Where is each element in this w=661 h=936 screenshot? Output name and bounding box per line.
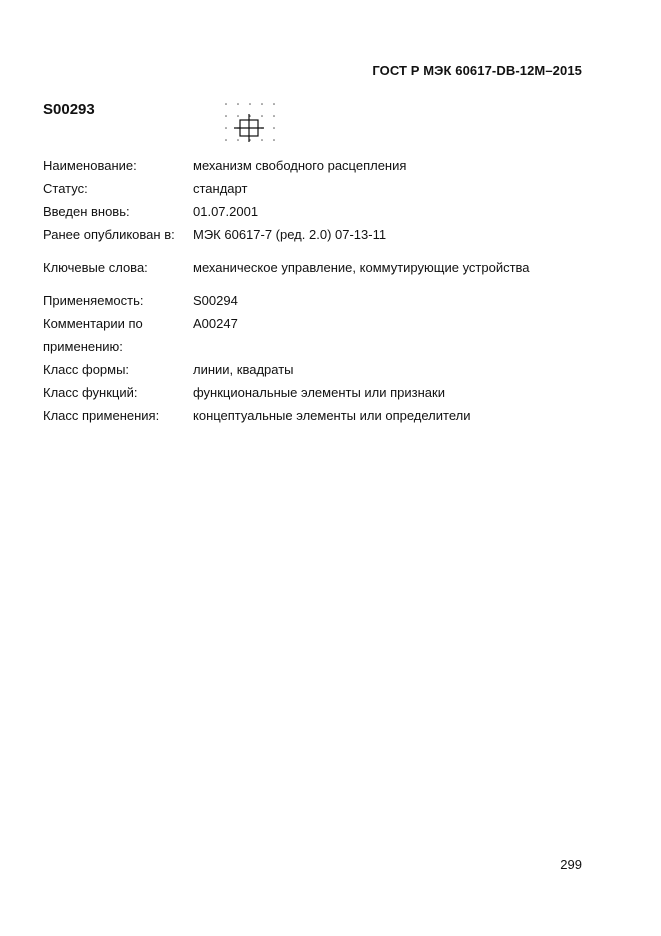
field-label: Введен вновь: bbox=[43, 204, 130, 219]
field-label: Ранее опубликован в: bbox=[43, 227, 175, 242]
field-label: применению: bbox=[43, 339, 123, 354]
field-application-class bbox=[43, 404, 603, 427]
field-label: Класс функций: bbox=[43, 385, 138, 400]
field-label: Комментарии по bbox=[43, 316, 143, 331]
field-label: Ключевые слова: bbox=[43, 260, 148, 275]
spacer bbox=[43, 279, 603, 289]
field-shape-class bbox=[43, 358, 603, 381]
field-value: МЭК 60617-7 (ред. 2.0) 07-13-11 bbox=[193, 227, 387, 242]
field-published bbox=[43, 223, 603, 246]
field-label: Статус: bbox=[43, 181, 88, 196]
field-function-class bbox=[43, 381, 603, 404]
field-value: A00247 bbox=[193, 316, 238, 331]
field-value: линии, квадраты bbox=[193, 362, 294, 377]
field-name bbox=[43, 154, 603, 177]
field-label: Наименование: bbox=[43, 158, 137, 173]
field-value: механическое управление, коммутирующие устройства bbox=[193, 260, 530, 275]
field-value: механизм свободного расцепления bbox=[193, 158, 407, 173]
field-status bbox=[43, 177, 603, 200]
field-value: стандарт bbox=[193, 181, 248, 196]
field-value: S00294 bbox=[193, 293, 238, 308]
symbol-code: S00293 bbox=[43, 101, 95, 118]
field-value bbox=[193, 335, 603, 358]
field-introduced bbox=[43, 200, 603, 223]
field-value: функциональные элементы или признаки bbox=[193, 385, 445, 400]
symbol-fields bbox=[43, 154, 603, 427]
field-keywords bbox=[43, 256, 603, 279]
field-comments bbox=[43, 312, 603, 335]
field-value: концептуальные элементы или определители bbox=[193, 408, 471, 423]
grid-square-cross-icon bbox=[222, 100, 278, 156]
spacer bbox=[43, 246, 603, 256]
field-value: 01.07.2001 bbox=[193, 204, 259, 219]
field-label: Класс применения: bbox=[43, 408, 160, 423]
field-applicability bbox=[43, 289, 603, 312]
field-label: Применяемость: bbox=[43, 293, 144, 308]
page-number: 299 bbox=[560, 857, 582, 872]
field-label: Класс формы: bbox=[43, 362, 130, 377]
field-comments-continued bbox=[43, 335, 603, 358]
standard-header: ГОСТ Р МЭК 60617-DB-12M–2015 bbox=[372, 63, 582, 78]
